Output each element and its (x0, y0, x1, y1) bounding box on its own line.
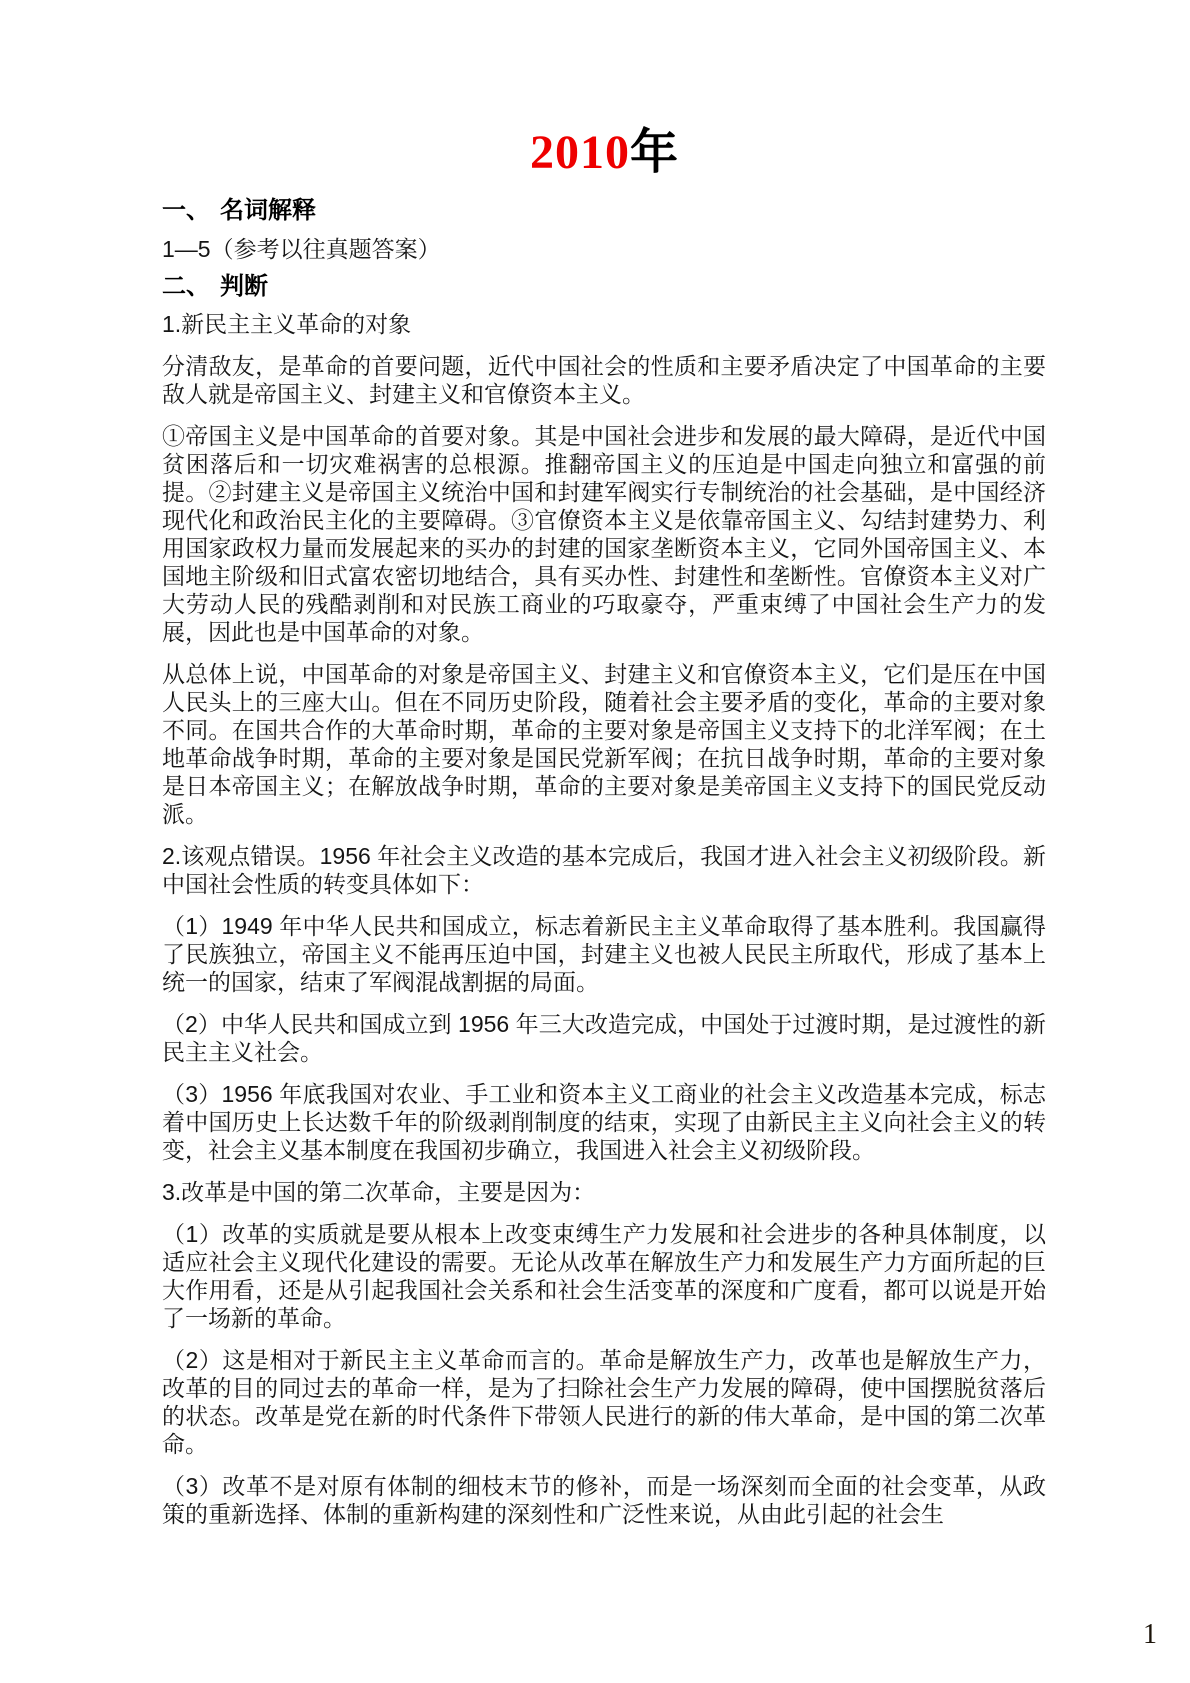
body-paragraph: 从总体上说，中国革命的对象是帝国主义、封建主义和官僚资本主义，它们是压在中国人民头上的三座大山。但在不同历史阶段，随着社会主要矛盾的变化，革命的主要对象不同。在国共合作的大革命时期，革命的主要对象是帝国主义支持下的北洋军阀；在土地革命战争时期，革命的主要对象是国民党新军阀；在抗日战争时期，革命的主要对象是日本帝国主义；在解放战争时期，革命的主要对象是美帝国主义支持下的国民党反动派。 (162, 661, 1046, 827)
section-heading-1-label: 名词解释 (220, 197, 316, 224)
section-heading-2-number: 二、 (162, 273, 210, 300)
body-paragraph: （3）改革不是对原有体制的细枝末节的修补，而是一场深刻而全面的社会变革，从政策的重新选择、体制的重新构建的深刻性和广泛性来说，从由此引起的社会生 (162, 1473, 1046, 1527)
section-heading-2-label: 判断 (220, 273, 268, 300)
body-paragraph: （2）中华人民共和国成立到 1956 年三大改造完成，中国处于过渡时期，是过渡性的新民主主义社会。 (162, 1011, 1046, 1065)
body-paragraph: 分清敌友，是革命的首要问题，近代中国社会的性质和主要矛盾决定了中国革命的主要敌人就是帝国主义、封建主义和官僚资本主义。 (162, 353, 1046, 407)
section-1-note: 1—5（参考以往真题答案） (162, 236, 441, 262)
question-1-title: 1.新民主主义革命的对象 (162, 311, 412, 337)
question-2-answer-intro: 2.该观点错误。1956 年社会主义改造的基本完成后，我国才进入社会主义初级阶段。新中国社会性质的转变具体如下： (162, 843, 1046, 897)
document-content (162, 124, 1046, 1528)
body-paragraph: ①帝国主义是中国革命的首要对象。其是中国社会进步和发展的最大障碍，是近代中国贫困落后和一切灾难祸害的总根源。推翻帝国主义的压迫是中国走向独立和富强的前提。②封建主义是帝国主义统治中国和封建军阀实行专制统治的社会基础，是中国经济现代化和政治民主化的主要障碍。③官僚资本主义是依靠帝国主义、勾结封建势力、利用国家政权力量而发展起来的买办的封建的国家垄断资本主义，它同外国帝国主义、本国地主阶级和旧式富农密切地结合，具有买办性、封建性和垄断性。官僚资本主义对广大劳动人民的残酷剥削和对民族工商业的巧取豪夺，严重束缚了中国社会生产力的发展，因此也是中国革命的对象。 (162, 423, 1046, 645)
title-year-suffix: 年 (629, 126, 678, 179)
page-number: 1 (1143, 1619, 1157, 1650)
section-heading-2 (162, 272, 1046, 302)
title-year: 2010 (529, 126, 630, 179)
section-heading-1-number: 一、 (162, 197, 210, 224)
question-3-title: 3.改革是中国的第二次革命，主要是因为： (162, 1179, 596, 1205)
body-paragraph: （1）改革的实质就是要从根本上改变束缚生产力发展和社会进步的各种具体制度，以适应社会主义现代化建设的需要。无论从改革在解放生产力和发展生产力方面所起的巨大作用看，还是从引起我国社会关系和社会生活变革的深度和广度看，都可以说是开始了一场新的革命。 (162, 1221, 1046, 1331)
body-paragraph: （1）1949 年中华人民共和国成立，标志着新民主主义革命取得了基本胜利。我国赢得了民族独立，帝国主义不能再压迫中国，封建主义也被人民民主所取代，形成了基本上统一的国家，结束了军阀混战割据的局面。 (162, 913, 1046, 995)
section-heading-1 (162, 196, 1046, 226)
body-paragraph: （3）1956 年底我国对农业、手工业和资本主义工商业的社会主义改造基本完成，标志着中国历史上长达数千年的阶级剥削制度的结束，实现了由新民主主义向社会主义的转变，社会主义基本制度在我国初步确立，我国进入社会主义初级阶段。 (162, 1081, 1046, 1163)
body-paragraph: （2）这是相对于新民主主义革命而言的。革命是解放生产力，改革也是解放生产力，改革的目的同过去的革命一样，是为了扫除社会生产力发展的障碍，使中国摆脱贫落后的状态。改革是党在新的时代条件下带领人民进行的新的伟大革命，是中国的第二次革命。 (162, 1347, 1046, 1457)
document-title (162, 124, 1046, 182)
